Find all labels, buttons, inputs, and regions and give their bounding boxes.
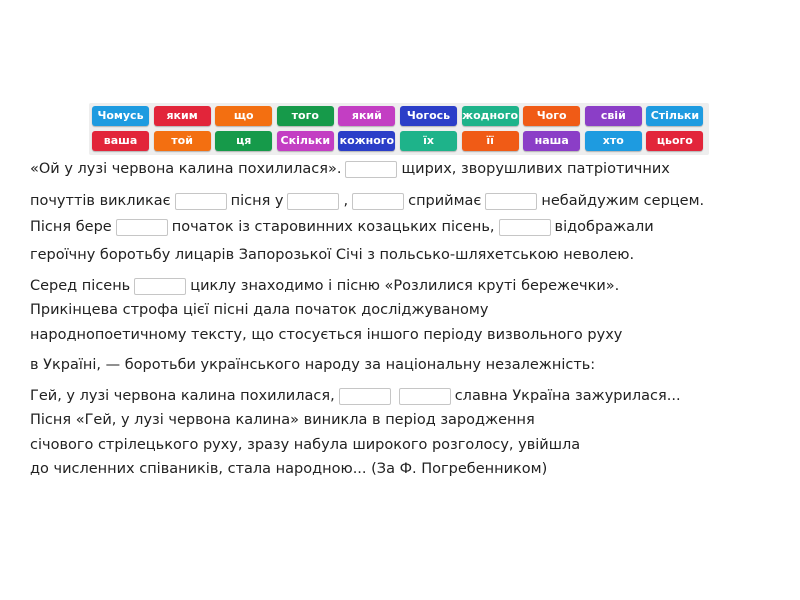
word-chip[interactable]: Скільки	[277, 131, 334, 151]
text-segment: січового стрілецького руху, зразу набула широкого розголосу, увійшла	[30, 437, 581, 453]
word-chip[interactable]: наша	[523, 131, 580, 151]
word-chip[interactable]: Чомусь	[92, 106, 149, 126]
text-line	[30, 159, 670, 179]
word-chip[interactable]: яким	[154, 106, 211, 126]
text-line	[30, 386, 681, 406]
text-segment: щирих, зворушливих патріотичних	[401, 161, 670, 177]
word-chip[interactable]: що	[215, 106, 272, 126]
text-segment: початок із старовинних козацьких пісень,	[171, 219, 495, 235]
word-chip[interactable]: ваша	[92, 131, 149, 151]
text-segment: циклу знаходимо і пісню «Розлилися круті бережечки».	[190, 278, 620, 294]
text-line	[30, 325, 622, 345]
answer-blank[interactable]	[134, 278, 186, 295]
text-segment: Прикінцева строфа цієї пісні дала початок досліджуваному	[30, 302, 489, 318]
text-segment: Гей, у лузі червона калина похилилася,	[30, 388, 335, 404]
text-line	[30, 410, 535, 430]
text-segment: почуттів викликає	[30, 193, 171, 209]
word-chip[interactable]: ця	[215, 131, 272, 151]
text-segment: Пісня бере	[30, 219, 112, 235]
text-segment: до численних співаників, стала народною... (За Ф. Погребенником)	[30, 461, 548, 477]
answer-blank[interactable]	[287, 193, 339, 210]
text-line	[30, 435, 580, 455]
text-segment: Серед пісень	[30, 278, 131, 294]
word-bank	[89, 103, 709, 155]
word-chip[interactable]: жодного	[462, 106, 519, 126]
text-segment: славна Україна зажурилася...	[454, 388, 681, 404]
text-segment: пісня у	[230, 193, 284, 209]
text-line	[30, 245, 634, 265]
text-segment: героїчну боротьбу лицарів Запорозької Січі з польсько-шляхетською неволею.	[30, 247, 635, 263]
word-chip[interactable]: Стільки	[646, 106, 703, 126]
answer-blank[interactable]	[175, 193, 227, 210]
word-chip[interactable]: Чогось	[400, 106, 457, 126]
word-chip[interactable]: свій	[585, 106, 642, 126]
text-segment: відображали	[554, 219, 654, 235]
answer-blank[interactable]	[116, 219, 168, 236]
word-chip[interactable]: який	[338, 106, 395, 126]
text-segment: Пісня «Гей, у лузі червона калина» виникла в період зародження	[30, 412, 535, 428]
text-line	[30, 355, 595, 375]
text-segment: «Ой у лузі червона калина похилилася».	[30, 161, 342, 177]
word-chip[interactable]: хто	[585, 131, 642, 151]
text-segment: народнопоетичному тексту, що стосується іншого періоду визвольного руху	[30, 327, 623, 343]
text-line	[30, 217, 654, 237]
word-chip[interactable]: той	[154, 131, 211, 151]
text-line	[30, 459, 547, 479]
text-line	[30, 300, 488, 320]
answer-blank[interactable]	[499, 219, 551, 236]
answer-blank[interactable]	[399, 388, 451, 405]
answer-blank[interactable]	[352, 193, 404, 210]
answer-blank[interactable]	[339, 388, 391, 405]
word-chip[interactable]: кожного	[338, 131, 395, 151]
text-segment: в Україні, — боротьби українського народу за національну незалежність:	[30, 357, 596, 373]
text-line	[30, 276, 619, 296]
word-chip[interactable]: цього	[646, 131, 703, 151]
text-line	[30, 191, 704, 211]
word-chip[interactable]: Чого	[523, 106, 580, 126]
word-chip[interactable]: її	[462, 131, 519, 151]
word-chip[interactable]: їх	[400, 131, 457, 151]
word-chip[interactable]: того	[277, 106, 334, 126]
text-segment: небайдужим серцем.	[541, 193, 705, 209]
answer-blank[interactable]	[485, 193, 537, 210]
text-segment: сприймає	[408, 193, 482, 209]
answer-blank[interactable]	[345, 161, 397, 178]
text-segment: ,	[343, 193, 349, 209]
